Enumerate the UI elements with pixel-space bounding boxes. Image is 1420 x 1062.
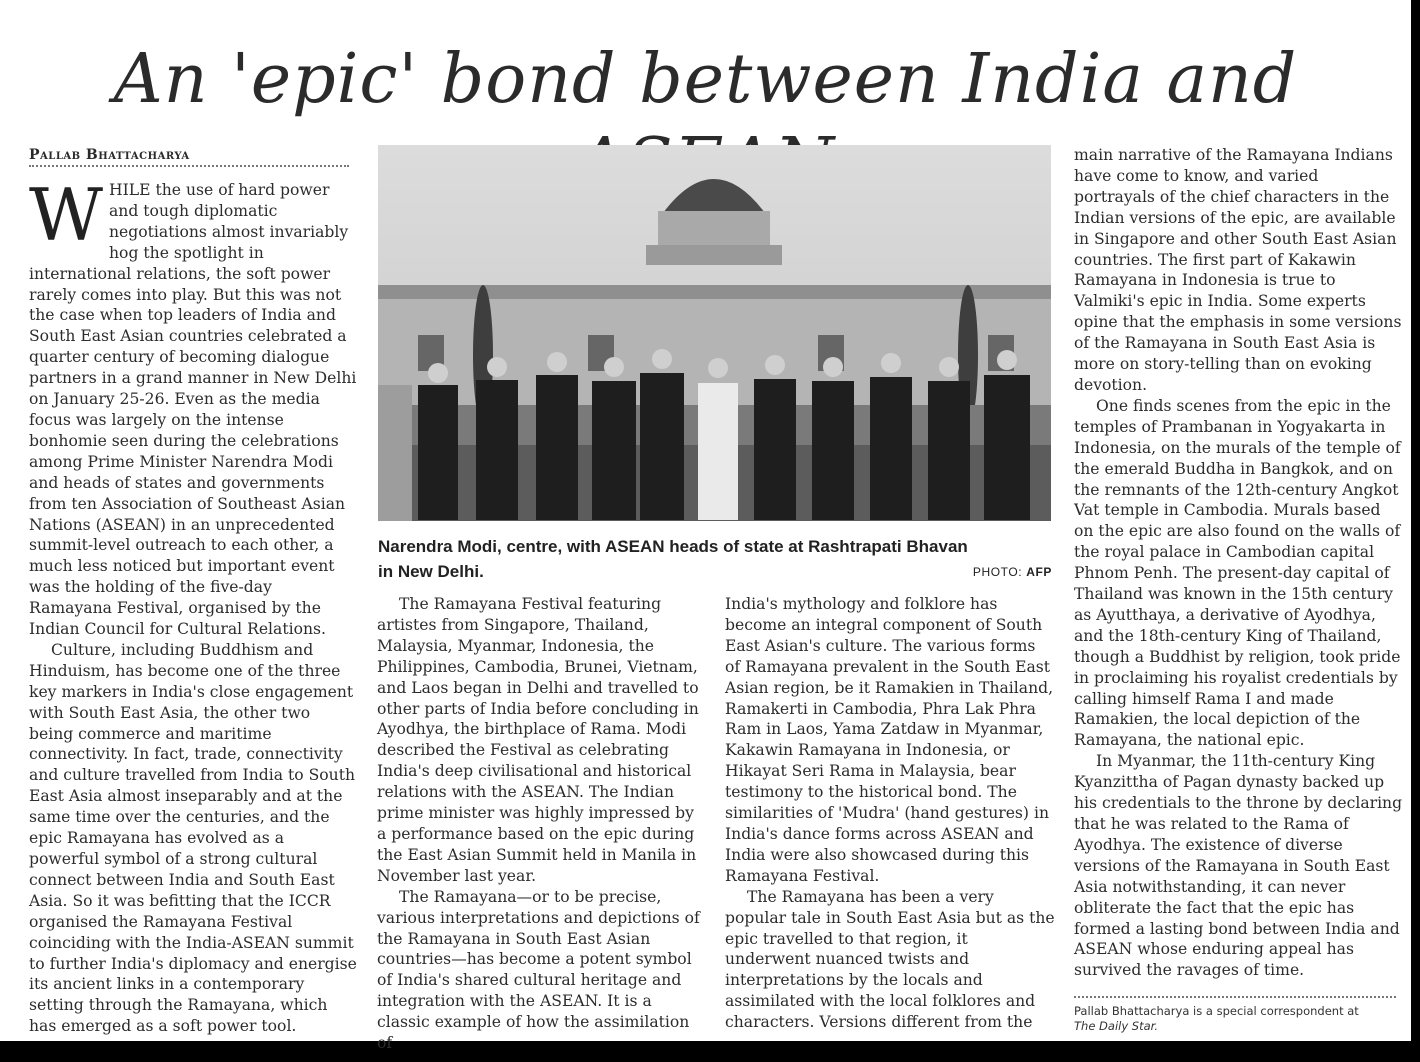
author-footnote (1074, 1004, 1404, 1034)
footnote-text: Pallab Bhattacharya is a special correspondent at (1074, 1004, 1359, 1018)
byline-name: Pallab Bhattacharya (29, 147, 190, 163)
article-column-3 (725, 594, 1055, 1038)
photo-credit (972, 565, 1052, 579)
headline: An 'epic' bond between India and (113, 40, 1298, 119)
footnote-divider (1074, 996, 1396, 998)
article-column-4 (1074, 145, 1404, 987)
photo-credit-source: AFP (1026, 565, 1052, 579)
column-2-paragraph-1: The Ramayana Festival featuring artistes from Singapore, Thailand, Malaysia, Myanmar, Indonesia, the Philippines, Cambodia, Brunei, Vietnam, and Laos began in Delhi and travelled to other parts of India before concluding in Ayodhya, the birthplace of Rama. Modi described the Festival as celebrating India's deep civilisational and historical relations with the ASEAN. The Indian prime minister was highly impressed by a performance based on the epic during the East Asian Summit held in Manila in November last year. (377, 595, 699, 885)
article-column-2 (377, 594, 707, 1053)
photo-caption: Narendra Modi, centre, with ASEAN heads of state at Rashtrapati Bhavan in New Delhi. (378, 537, 968, 581)
summit-photo (378, 145, 1051, 521)
byline (29, 147, 349, 167)
column-4-paragraph-3: In Myanmar, the 11th-century King Kyanzittha of Pagan dynasty backed up his credentials to the throne by declaring that he was related to the Rama of Ayodhya. The existence of diverse versions of the Ramayana in South East Asia notwithstanding, it can never obliterate the fact that the epic has formed a lasting bond between India and ASEAN whose enduring appeal has survived the ravages of time. (1074, 752, 1403, 980)
column-1-paragraph-2: Culture, including Buddhism and Hinduism, has become one of the three key markers in India's close engagement with South East Asia, the other two being commerce and maritime connectivity. In fact, trade, connectivity and culture travelled from India to South East Asia almost inseparably and at the same time over the centuries, and the epic Ramayana has evolved as a powerful symbol of a strong cultural connect between India and South East Asia. So it was befitting that the ICCR organised the Ramayana Festival coinciding with the India-ASEAN summit to further India's diplomacy and energise its ancient links in a contemporary setting through the Ramayana, which has emerged as a soft power tool. (29, 640, 357, 1036)
column-2-paragraph-2: The Ramayana—or to be precise, various interpretations and depictions of the Ramayana in South East Asian countries—has become a potent symbol of India's shared cultural heritage and integration with the ASEAN. It is a classic example of how the assimilation of (377, 887, 700, 1053)
photo-credit-label: PHOTO: (972, 565, 1023, 579)
article-column-1 (29, 173, 357, 1038)
column-3-paragraph-2: The Ramayana has been a very popular tale in South East Asia but as the epic travelled to that region, it underwent nuanced twists and interpretations by the locals and assimilated with the local folklores and characters. Versions different from the (725, 887, 1055, 1032)
drop-cap: W (29, 173, 104, 257)
column-4-paragraph-2: One finds scenes from the epic in the temples of Prambanan in Yogyakarta in Indonesia, on the murals of the temple of the emerald Buddha in Bangkok, and on the remnants of the 12th-century Angkot Vat temple in Cambodia. Murals based on the epic are also found on the walls of the royal palace in Cambodian capital Phnom Penh. The present-day capital of Thailand was known in the 15th century as Ayutthaya, a derivative of Ayodhya, and the 18th-century King of Thailand, though a Buddhist by religion, took pride in proclaiming his royalist credentials by calling himself Rama I and made Ramakien, the local depiction of the Ramayana, the national epic. (1074, 396, 1401, 750)
column-3-paragraph-1: India's mythology and folklore has become an integral component of South East Asian's culture. The various forms of Ramayana prevalent in the South East Asian region, be it Ramakien in Thailand, Ramakerti in Cambodia, Phra Lak Phra Ram in Laos, Yama Zatdaw in Myanmar, Kakawin Ramayana in Indonesia, or Hikayat Seri Rama in Malaysia, bear testimony to the historical bond. The similarities of 'Mudra' (hand gestures) in India's dance forms across ASEAN and India were also showcased during this Ramayana Festival. (725, 595, 1054, 885)
column-1-paragraph-1 (29, 173, 357, 640)
footnote-publication: The Daily Star. (1074, 1019, 1158, 1033)
column-4-paragraph-1: main narrative of the Ramayana Indians have come to know, and varied portrayals of the chief characters in the Indian versions of the epic, are available in Singapore and other South East Asian countries. The first part of Kakawin Ramayana in Indonesia is true to Valmiki's epic in India. Some experts opine that the emphasis in some versions of the Ramayana in South East Asia is more on story-telling than on evoking devotion. (1074, 146, 1402, 394)
rashtrapati-bhavan-group-photo (378, 145, 1051, 521)
column-1-paragraph-1-text: HILE the use of hard power and tough diplomatic negotiations almost invariably hog the spotlight in international relations, the soft power rarely comes into play. But this was not the case when top leaders of India and South East Asian countries celebrated a quarter century of becoming dialogue partners in a grand manner in New Delhi on January 25-26. Even as the media focus was largely on the intense bonhomie seen during the celebrations among Prime Minister Narendra Modi and heads of states and governments from ten Association of Southeast Asian Nations (ASEAN) in an unprecedented summit-level outreach to each other, a much less noticed but important event was the holding of the five-day Ramayana Festival, organised by the Indian Council for Cultural Relations. (29, 181, 357, 639)
